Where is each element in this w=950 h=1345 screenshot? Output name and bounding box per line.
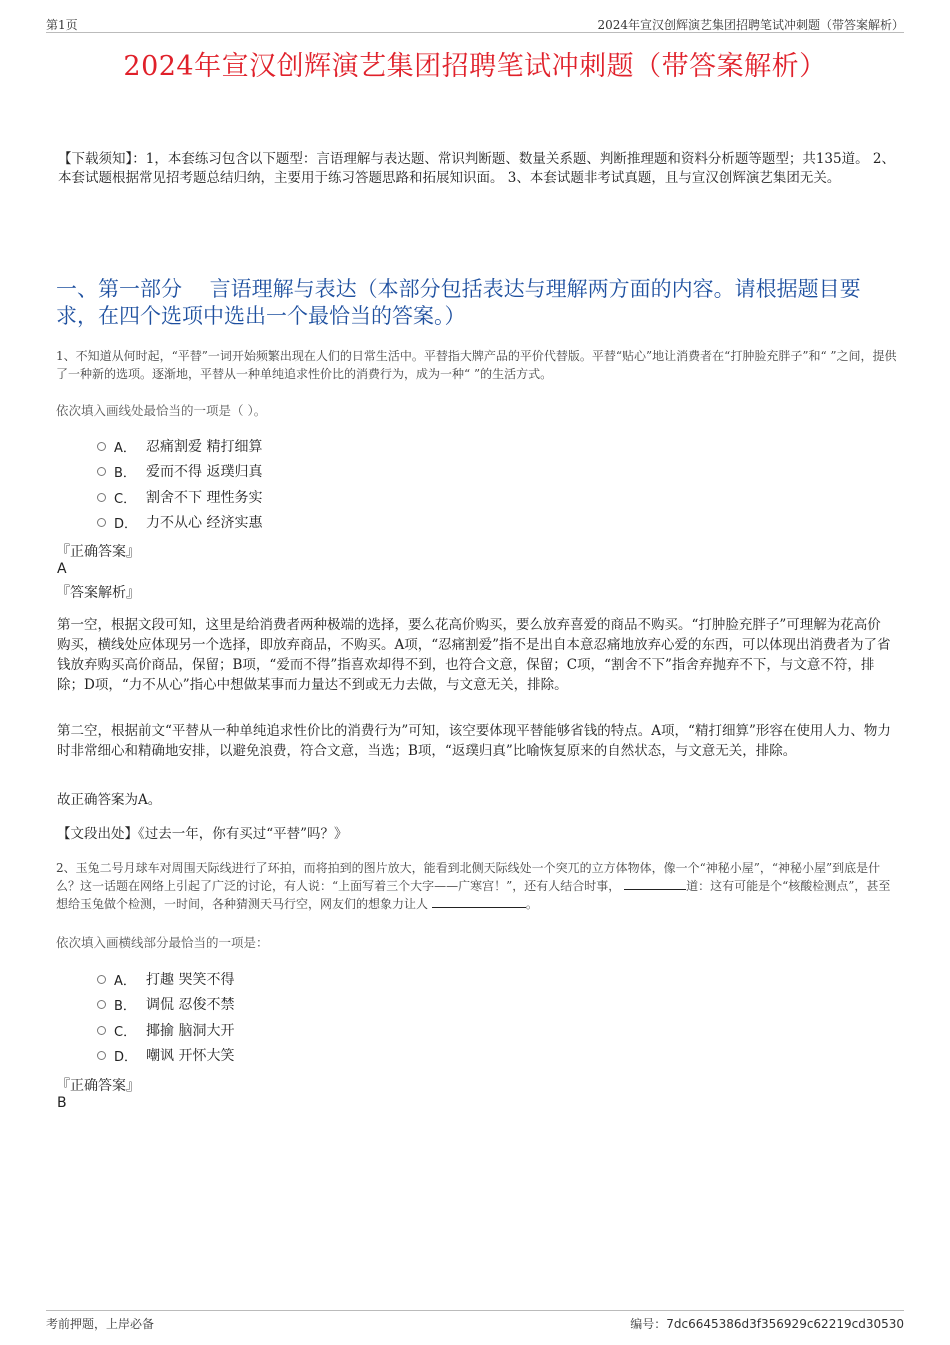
question-2-option-a[interactable]	[97, 969, 234, 989]
question-2-option-d[interactable]	[97, 1045, 234, 1065]
question-1-answer: A	[57, 561, 67, 577]
option-letter: A．	[114, 440, 136, 456]
radio-icon[interactable]	[97, 1051, 106, 1060]
question-1-option-a[interactable]	[97, 436, 262, 456]
radio-icon[interactable]	[97, 518, 106, 527]
question-1-text: 1、不知道从何时起，“平替”一词开始频繁出现在人们的日常生活中。平替指大牌产品的平价代替版。平替“贴心”地让消费者在“打肿脸充胖子”和“ ”之间，提供了一种新的选项。逐渐地，平替从一种单纯追求性价比的消费行为，成为一种“ ”的生活方式。	[56, 349, 897, 381]
analysis-paragraph: 第一空，根据文段可知，这里是给消费者两种极端的选择，要么花高价购买，要么放弃喜爱的商品不购买。“打肿脸充胖子”可理解为花高价购买，横线处应体现另一个选择，即放弃商品，不购买。A项，“忍痛割爱”指不是出自本意忍痛地放弃心爱的东西，可以体现出消费者为了省钱放弃购买高价商品，保留；B项，“爱而不得”指喜欢却得不到，也符合文意，保留；C项，“割舍不下”指舍弃抛弃不下，与文意不符，排除；D项，“力不从心”指心中想做某事而力量达不到或无力去做，与文意无关，排除。	[57, 617, 891, 693]
analysis-conclusion: 故正确答案为A。	[57, 792, 162, 808]
option-text: 打趣 哭笑不得	[146, 972, 235, 988]
option-letter: A．	[114, 973, 136, 989]
page-header	[46, 14, 904, 33]
option-letter: C．	[114, 491, 137, 507]
fill-blank	[432, 895, 526, 908]
question-2-option-c[interactable]	[97, 1020, 234, 1040]
question-1-analysis-label: 『答案解析』	[56, 585, 140, 601]
section-heading: 一、第一部分 言语理解与表达（本部分包括表达与理解两方面的内容。请根据题目要求，在四个选项中选出一个最恰当的答案。）	[56, 277, 861, 328]
option-letter: D．	[114, 1049, 138, 1065]
page-number: 第1页	[46, 18, 78, 32]
analysis-paragraph: 第二空，根据前文“平替从一种单纯追求性价比的消费行为”可知，该空要体现平替能够省钱的特点。A项，“精打细算”形容在使用人力、物力时非常细心和精确地安排，以避免浪费，符合文意，当选；B项，“返璞归真”比喻恢复原来的自然状态，与文意无关，排除。	[57, 723, 891, 759]
option-text: 力不从心 经济实惠	[146, 515, 263, 531]
radio-icon[interactable]	[97, 467, 106, 476]
question-1-prompt: 依次填入画线处最恰当的一项是（ ）。	[56, 403, 267, 418]
option-text: 嘲讽 开怀大笑	[146, 1048, 235, 1064]
option-letter: B．	[114, 998, 136, 1014]
radio-icon[interactable]	[97, 975, 106, 984]
option-text: 割舍不下 理性务实	[146, 490, 263, 506]
option-letter: B．	[114, 465, 136, 481]
radio-icon[interactable]	[97, 1000, 106, 1009]
option-text: 爱而不得 返璞归真	[146, 464, 263, 480]
question-2-prompt: 依次填入画横线部分最恰当的一项是：	[56, 935, 269, 950]
question-1-option-b[interactable]	[97, 461, 262, 481]
option-letter: C．	[114, 1024, 137, 1040]
radio-icon[interactable]	[97, 442, 106, 451]
radio-icon[interactable]	[97, 1026, 106, 1035]
question-1-answer-label: 『正确答案』	[56, 544, 140, 560]
header-doc-title: 2024年宣汉创辉演艺集团招聘笔试冲刺题（带答案解析）	[597, 18, 904, 32]
option-text: 忍痛割爱 精打细算	[146, 439, 263, 455]
radio-icon[interactable]	[97, 493, 106, 502]
option-text: 调侃 忍俊不禁	[146, 997, 235, 1013]
question-2-text: 2、玉兔二号月球车对周围天际线进行了环拍，而将拍到的图片放大，能看到北侧天际线处一个突兀的立方体物体，像一个“神秘小屋”，“神秘小屋”到底是什么？这一话题在网络上引起了广泛的讨论，有人说：“上面写着三个大字——广寒宫！”，还有人结合时事， 道：这有可能是个“核酸检测点”，甚至想给玉兔做个检测，一时间，各种猜测天马行空，网友们的想象力让人 。	[56, 861, 891, 911]
question-2-option-b[interactable]	[97, 994, 234, 1014]
question-1-option-d[interactable]	[97, 512, 262, 532]
fill-blank	[624, 877, 686, 890]
option-text: 揶揄 脑洞大开	[146, 1023, 235, 1039]
document-title: 2024年宣汉创辉演艺集团招聘笔试冲刺题（带答案解析）	[123, 51, 827, 82]
page-footer	[46, 1310, 904, 1331]
footer-slogan: 考前押题，上岸必备	[46, 1317, 155, 1331]
download-notice: 【下载须知】：1，本套练习包含以下题型：言语理解与表达题、常识判断题、数量关系题、判断推理题和资料分析题等题型；共135道。 2、本套试题根据常见招考题总结归纳，主要用于练习答题思路和拓展知识面。 3、本套试题非考试真题，且与宣汉创辉演艺集团无关。	[58, 151, 895, 186]
option-letter: D．	[114, 516, 138, 532]
question-2-answer-label: 『正确答案』	[56, 1078, 140, 1094]
question-2-answer: B	[57, 1095, 67, 1111]
footer-code: 编号：7dc6645386d3f356929c62219cd30530	[630, 1317, 904, 1331]
analysis-source: 【文段出处】《过去一年，你有买过“平替”吗？》	[57, 826, 348, 842]
question-1-option-c[interactable]	[97, 487, 262, 507]
